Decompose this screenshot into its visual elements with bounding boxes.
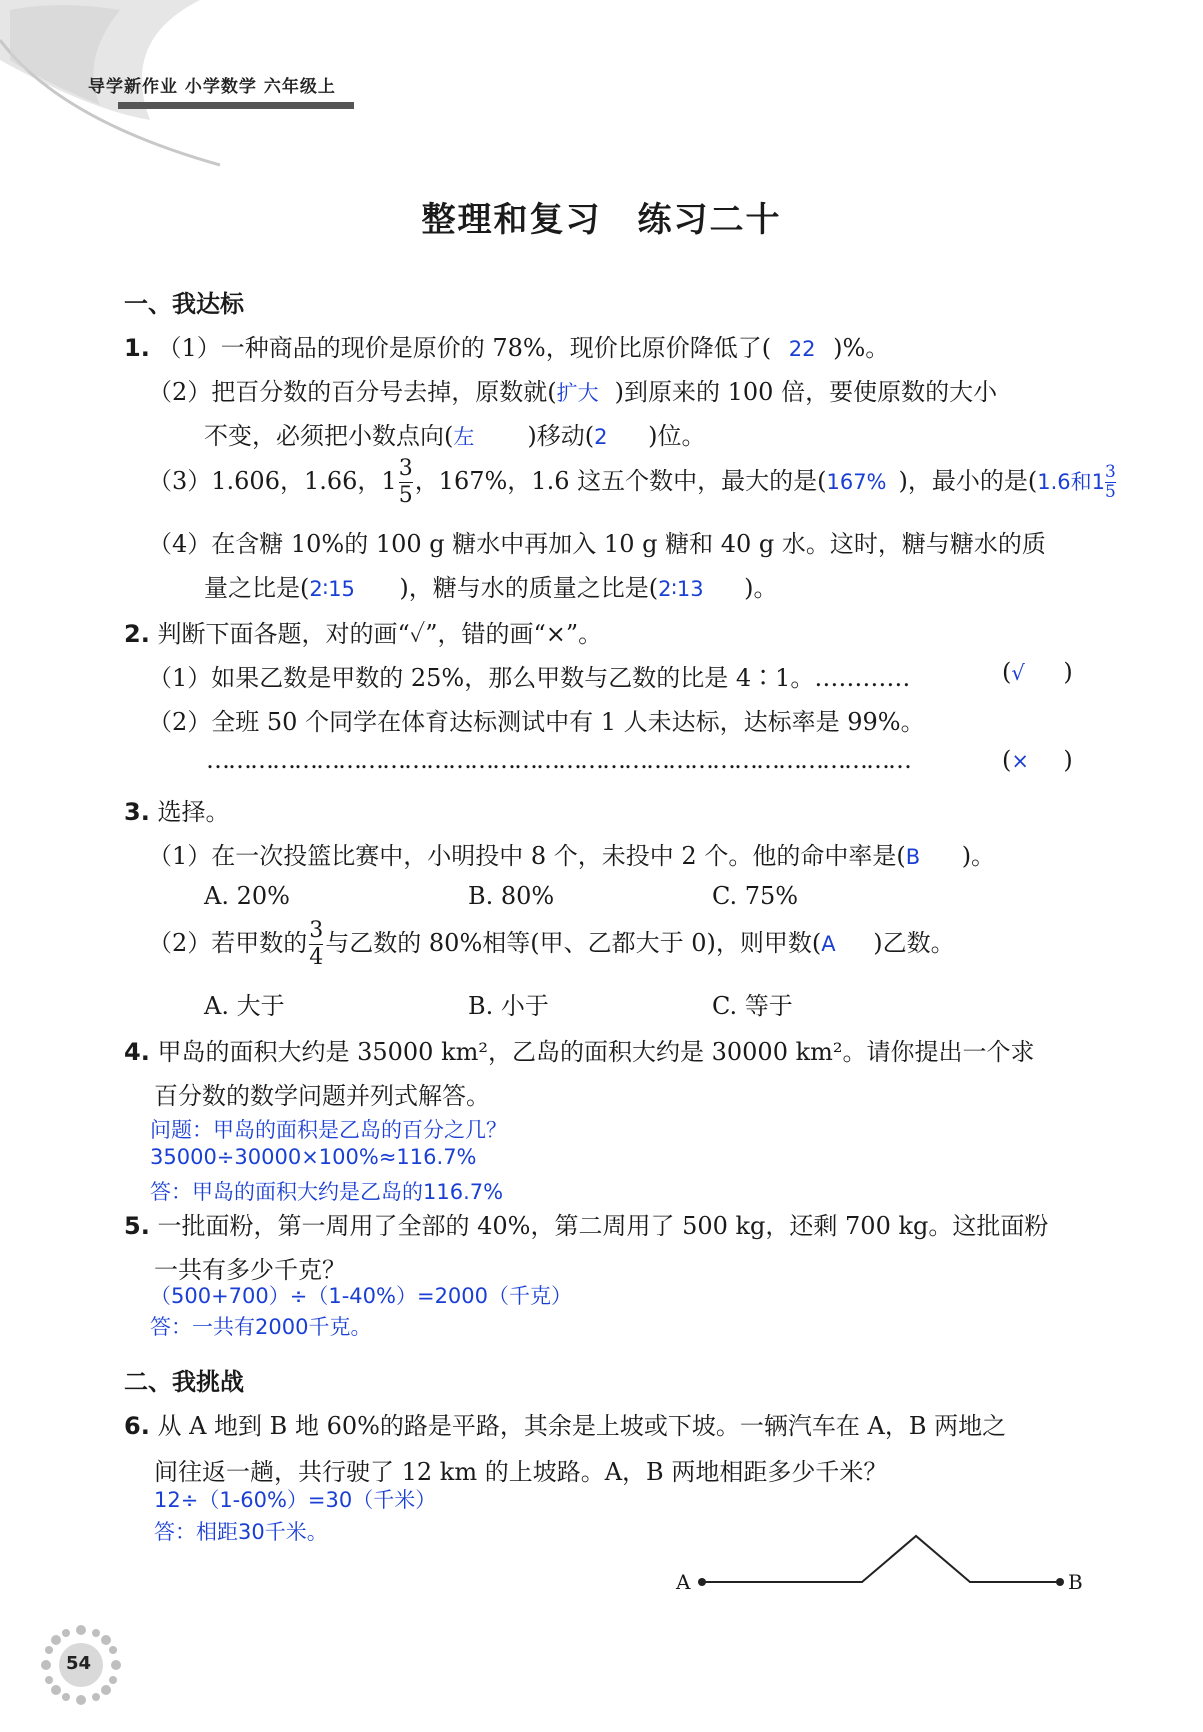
q2-number: 2. [124, 620, 150, 648]
q1-p3-text-c: )，最小的是( [898, 467, 1038, 495]
q3-part1 [148, 836, 995, 871]
q5-text1: 一批面粉，第一周用了全部的 40%，第二周用了 500 kg，还剩 700 kg。这批面粉 [157, 1212, 1049, 1240]
q3-p2-option-c: C. 等于 [712, 992, 793, 1020]
q3-p1-option-a: A. 20% [204, 882, 290, 910]
q1-p3-answer2: 1.6和1 [1037, 470, 1105, 494]
point-b-label: B [1068, 1570, 1083, 1594]
q5-stem-line2: 一共有多少千克？ [154, 1256, 346, 1284]
q3-p1-answer: B [905, 845, 921, 869]
q1-p3-text-a: （3）1.606，1.66，1 [148, 467, 397, 495]
point-a-dot [698, 1578, 706, 1586]
q6-answer-line2: 答：相距30千米。 [154, 1520, 328, 1544]
point-b-dot [1056, 1578, 1064, 1586]
q1-part4-line1: （4）在含糖 10%的 100 g 糖水中再加入 10 g 糖和 40 g 水。这时，糖与糖水的质 [148, 530, 1046, 558]
q5-answer-line1: （500+700）÷（1-40%）=2000（千克） [150, 1284, 573, 1308]
q1-part1 [124, 328, 889, 363]
q1-p1-answer: 22 [788, 337, 816, 361]
q3-p2-option-b: B. 小于 [468, 992, 549, 1020]
q3-number: 3. [124, 798, 150, 826]
q1-p2-text-a: （2）把百分数的百分号去掉，原数就( [148, 378, 557, 406]
q6-answer-line1: 12÷（1-60%）=30（千米） [154, 1488, 437, 1512]
q3-part2 [148, 920, 955, 969]
q1-p3-text-b: ，167%，1.6 这五个数中，最大的是( [414, 467, 827, 495]
q1-p4-answer2: 2∶13 [658, 577, 704, 601]
q4-answer-line3: 答：甲岛的面积大约是乙岛的116.7% [150, 1180, 504, 1204]
q1-number: 1. [124, 334, 150, 362]
q3-p2-end: )乙数。 [873, 929, 955, 957]
q3-stem [124, 792, 229, 827]
q1-p4-text-b: 量之比是( [204, 574, 310, 602]
q1-p4-text-c: )，糖与水的质量之比是( [399, 574, 659, 602]
section-heading-1: 一、我达标 [124, 290, 244, 318]
fraction-denominator: 5 [398, 483, 413, 508]
q1-p2-answer2: 左 [453, 425, 475, 449]
road-path [702, 1536, 1060, 1582]
q5-stem-line1 [124, 1206, 1048, 1241]
q1-p2-text-e: )位。 [648, 422, 706, 450]
q1-p2-text-c: 不变，必须把小数点向( [204, 422, 454, 450]
q1-p2-answer1: 扩大 [556, 381, 599, 405]
q1-p3-fraction [399, 458, 413, 507]
q2-text: 判断下面各题，对的画“✓”，错的画“×”。 [157, 620, 603, 648]
q6-stem-line2: 间往返一趟，共行驶了 12 km 的上坡路。A，B 两地相距多少千米？ [154, 1458, 888, 1486]
q5-number: 5. [124, 1212, 150, 1240]
q6-number: 6. [124, 1412, 150, 1440]
q1-p3-answer2-fraction [1105, 464, 1116, 501]
q1-p2-text-d: )移动( [527, 422, 595, 450]
fraction-numerator: 3 [1104, 462, 1116, 482]
q4-stem-line1 [124, 1032, 1035, 1067]
q4-stem-line2: 百分数的数学问题并列式解答。 [154, 1082, 490, 1110]
q1-p4-answer1: 2∶15 [309, 577, 355, 601]
page-title: 整理和复习 练习二十 [421, 200, 782, 240]
q3-p2-text-b: 与乙数的 80%相等(甲、乙都大于 0)，则甲数( [325, 929, 822, 957]
q2-part2: （2）全班 50 个同学在体育达标测试中有 1 人未达标，达标率是 99%。 [148, 708, 925, 736]
book-header: 导学新作业 小学数学 六年级上 [88, 77, 336, 97]
q2-part1-bracket: (√ ) [1002, 658, 1073, 686]
fraction-numerator: 3 [398, 456, 413, 481]
point-a-label: A [676, 1570, 691, 1594]
q3-p1-option-c: C. 75% [712, 882, 799, 910]
q1-p4-text-d: )。 [744, 574, 778, 602]
q6-stem-line1 [124, 1406, 1006, 1441]
q3-p1-option-b: B. 80% [468, 882, 555, 910]
q1-p1-end: )%。 [833, 334, 890, 362]
q2-part1: （1）如果乙数是甲数的 25%，那么甲数与乙数的比是 4∶1。………… [148, 664, 911, 692]
q1-p2-text-b: )到原来的 100 倍，要使原数的大小 [614, 378, 998, 406]
q2-part2-dots: …………………………………………………………………………………… [206, 746, 910, 774]
section-heading-2: 二、我挑战 [124, 1368, 244, 1396]
road-diagram [670, 1520, 1090, 1590]
q4-answer-line1: 问题：甲岛的面积是乙岛的百分之几？ [150, 1118, 507, 1142]
q1-part4-line2 [204, 568, 777, 603]
q1-part2-line1 [148, 372, 997, 407]
q1-p1-text: （1）一种商品的现价是原价的 78%，现价比原价降低了( [157, 334, 772, 362]
q4-answer-line2: 35000÷30000×100%≈116.7% [150, 1145, 477, 1169]
q1-p2-answer3: 2 [594, 425, 608, 449]
q6-text1: 从 A 地到 B 地 60%的路是平路，其余是上坡或下坡。一辆汽车在 A，B 两地之 [157, 1412, 1007, 1440]
q2-p2-answer: × [1011, 749, 1029, 773]
q1-part3 [148, 458, 1116, 507]
q2-p1-answer: √ [1011, 661, 1025, 685]
page-number: 54 [66, 1653, 92, 1674]
q3-p2-answer: A [821, 932, 836, 956]
q1-part2-line2 [204, 416, 705, 451]
q3-text: 选择。 [157, 798, 230, 826]
q3-p2-text-a: （2）若甲数的 [148, 929, 308, 957]
q4-number: 4. [124, 1038, 150, 1066]
q4-text1: 甲岛的面积大约是 35000 km²，乙岛的面积大约是 30000 km²。请你提出一个求 [157, 1038, 1035, 1066]
q2-part2-bracket: (× ) [1002, 746, 1073, 774]
fraction-denominator: 5 [1104, 482, 1116, 502]
q1-p3-answer1: 167% [826, 470, 887, 494]
q2-stem [124, 614, 602, 649]
fraction-numerator: 3 [309, 918, 324, 943]
fraction-denominator: 4 [309, 945, 324, 970]
q3-p1-end: )。 [961, 842, 996, 870]
q3-p1-text: （1）在一次投篮比赛中，小明投中 8 个，未投中 2 个。他的命中率是( [148, 842, 906, 870]
q3-p2-fraction [309, 920, 323, 969]
q5-answer-line2: 答：一共有2000千克。 [150, 1315, 372, 1339]
q3-p2-option-a: A. 大于 [204, 992, 285, 1020]
